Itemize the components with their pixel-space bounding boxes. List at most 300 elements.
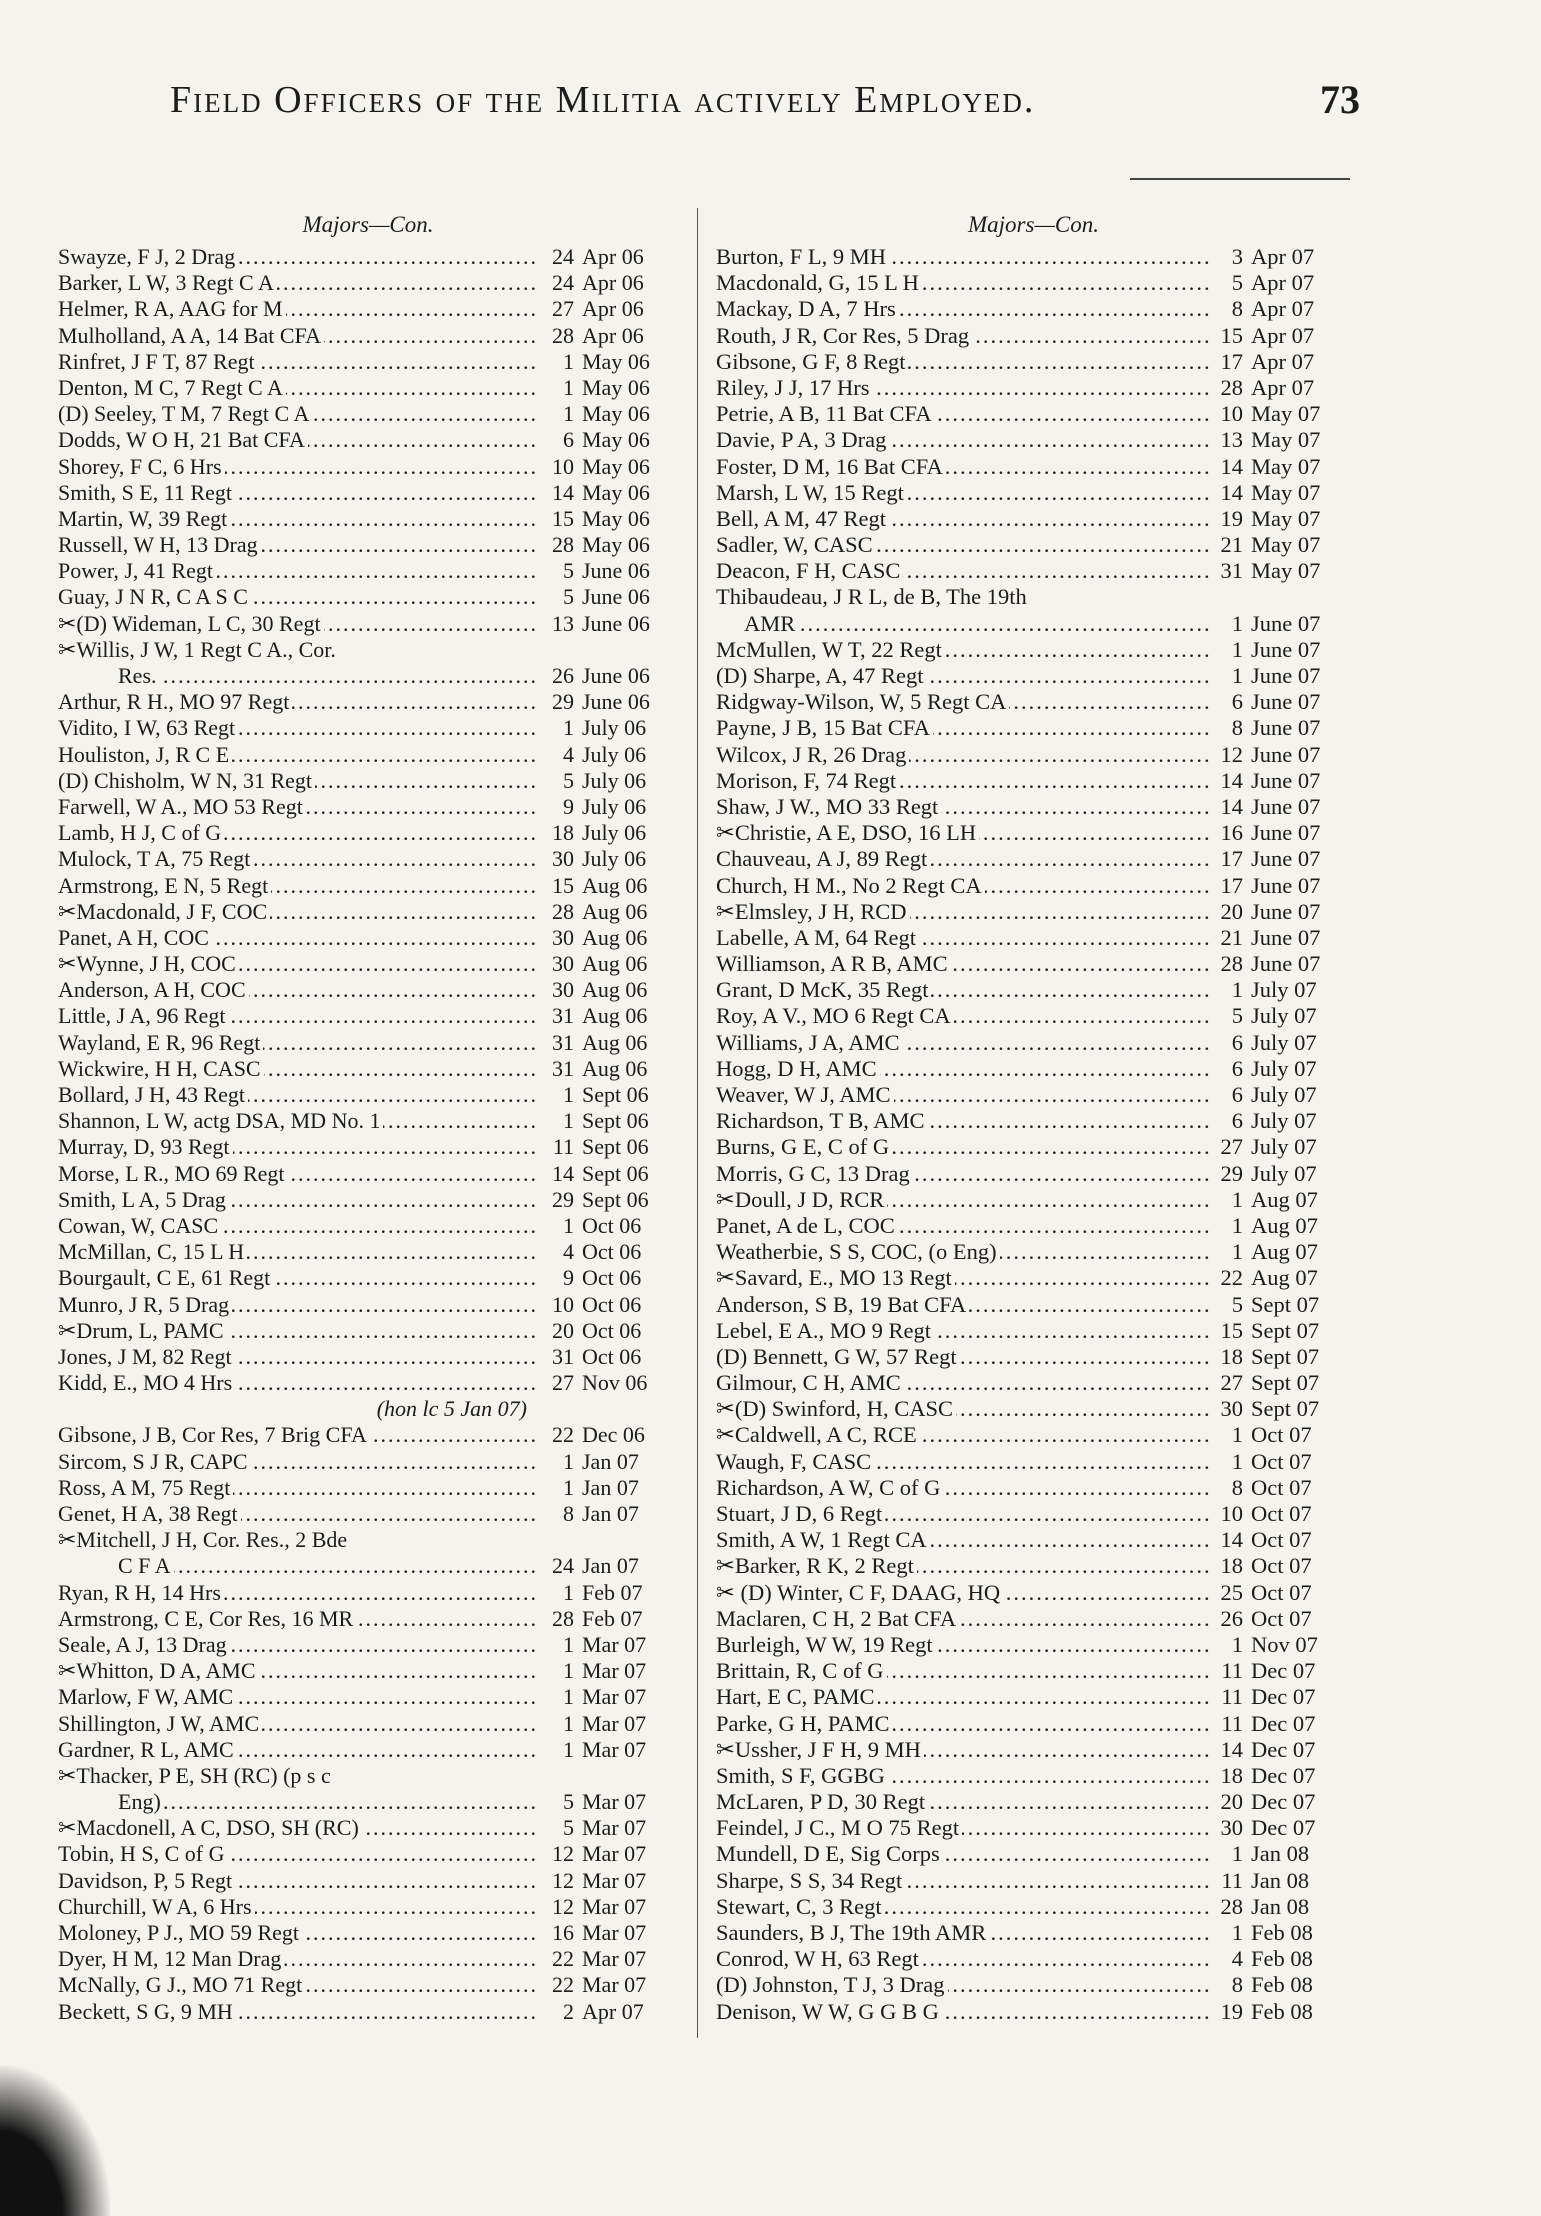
officer-name-text: Gardner, R L, AMC xyxy=(58,1737,237,1762)
appointment-day: 24 xyxy=(552,270,574,296)
officer-name-text: (hon lc 5 Jan 07) xyxy=(377,1396,530,1421)
officer-name-text: Marsh, L W, 15 Regt xyxy=(716,480,907,505)
appointment-date: Oct 07 xyxy=(1251,1527,1312,1553)
appointment-date: Mar 07 xyxy=(582,1815,647,1841)
appointment-date: Aug 07 xyxy=(1251,1212,1318,1238)
appointment-date: May 07 xyxy=(1251,532,1321,558)
officer-name xyxy=(58,1082,536,1108)
officer-name-text: Saunders, B J, The 19th AMR xyxy=(716,1920,989,1945)
officer-name-text: Shillington, J W, AMC xyxy=(58,1711,262,1736)
appointment-date: Aug 06 xyxy=(582,872,648,898)
officer-name xyxy=(716,1711,1211,1737)
appointment-date: Oct 07 xyxy=(1251,1448,1312,1474)
officer-name-text: McLaren, P D, 30 Regt xyxy=(716,1789,928,1814)
officer-name xyxy=(716,1737,1211,1763)
appointment-day: 29 xyxy=(552,1186,574,1212)
list-item xyxy=(716,532,1351,558)
appointment-day: 15 xyxy=(1220,322,1243,348)
officer-name-text: Wilcox, J R, 26 Drag xyxy=(716,742,909,767)
officer-name xyxy=(716,270,1211,296)
appointment-date: July 06 xyxy=(582,820,647,846)
officer-name-text: Mundell, D E, Sig Corps xyxy=(716,1841,943,1866)
officer-name-text: Jones, J M, 82 Regt xyxy=(58,1344,235,1369)
appointment-day: 6 xyxy=(1231,1082,1243,1107)
officer-name xyxy=(716,1527,1211,1553)
appointment-date: May 06 xyxy=(582,401,650,427)
officer-name xyxy=(716,1920,1211,1946)
appointment-date: July 07 xyxy=(1251,1108,1317,1134)
officer-name-text: Thibaudeau, J R L, de B, The 19th xyxy=(716,584,1030,609)
officer-name-text: Gibsone, G F, 8 Regt xyxy=(716,349,908,374)
officer-name-text: Foster, D M, 16 Bat CFA xyxy=(716,454,946,479)
officer-name-text: ✂(D) Wideman, L C, 30 Regt xyxy=(58,611,324,636)
list-item xyxy=(58,794,678,820)
list-item xyxy=(58,1737,678,1763)
appointment-date: Apr 06 xyxy=(582,270,644,296)
appointment-day: 1 xyxy=(1231,1448,1243,1474)
officer-name xyxy=(58,1003,536,1029)
appointment-date: May 06 xyxy=(582,374,650,400)
officer-name-text: Armstrong, E N, 5 Regt xyxy=(58,873,271,898)
appointment-date: June 07 xyxy=(1251,663,1321,688)
appointment-day: 18 xyxy=(1220,1343,1243,1369)
list-item xyxy=(58,558,678,584)
officer-name xyxy=(716,1999,1211,2025)
appointment-date: May 06 xyxy=(582,479,650,505)
officer-name xyxy=(58,1187,536,1213)
appointment-day: 19 xyxy=(1220,1998,1243,2024)
appointment-date: Aug 06 xyxy=(582,924,648,950)
officer-name-text: Stewart, C, 3 Regt xyxy=(716,1894,885,1919)
officer-name-text: Bollard, J H, 43 Regt xyxy=(58,1082,248,1107)
appointment-day: 29 xyxy=(1220,1160,1243,1186)
officer-name xyxy=(58,1606,536,1632)
appointment-day: 30 xyxy=(552,924,574,950)
officer-name-text: McNally, G J., MO 71 Regt xyxy=(58,1972,305,1997)
officer-name-text: Sadler, W, CASC xyxy=(716,532,876,557)
right-entry-list xyxy=(716,244,1351,2025)
appointment-date: Dec 07 xyxy=(1251,1658,1316,1684)
officer-name xyxy=(58,401,536,427)
list-item xyxy=(58,1108,678,1134)
appointment-date: May 06 xyxy=(582,532,650,558)
appointment-date: Sept 07 xyxy=(1251,1370,1320,1396)
appointment-date: June 07 xyxy=(1251,793,1321,819)
list-item xyxy=(58,1684,678,1710)
officer-name-text: Moloney, P J., MO 59 Regt xyxy=(58,1920,302,1945)
list-item xyxy=(58,1422,678,1448)
appointment-day: 1 xyxy=(1231,977,1243,1003)
officer-name xyxy=(716,401,1211,427)
appointment-date: July 06 xyxy=(582,741,647,767)
appointment-day: 1 xyxy=(563,1684,574,1710)
appointment-day: 12 xyxy=(552,1867,574,1893)
officer-name-text: Shaw, J W., MO 33 Regt xyxy=(716,794,941,819)
officer-name xyxy=(58,1449,536,1475)
appointment-day: 1 xyxy=(563,1448,574,1474)
list-item xyxy=(58,715,678,741)
appointment-day: 1 xyxy=(563,1710,574,1736)
officer-name xyxy=(716,1108,1211,1134)
appointment-day: 3 xyxy=(1231,244,1243,269)
officer-name-text: ✂Christie, A E, DSO, 16 LH xyxy=(716,820,979,845)
officer-name-text: (D) Bennett, G W, 57 Regt xyxy=(716,1344,960,1369)
list-item xyxy=(716,558,1351,584)
officer-name-text: Vidito, I W, 63 Regt xyxy=(58,715,238,740)
list-item xyxy=(716,637,1351,663)
officer-name-text: Sharpe, S S, 34 Regt xyxy=(716,1868,905,1893)
list-item xyxy=(716,925,1351,951)
list-item xyxy=(716,1868,1351,1894)
appointment-date: May 06 xyxy=(582,427,650,453)
appointment-day: 13 xyxy=(552,610,574,636)
officer-name xyxy=(58,873,536,899)
list-item xyxy=(716,663,1351,689)
appointment-date: May 07 xyxy=(1251,453,1321,479)
appointment-day: 14 xyxy=(552,1160,574,1186)
appointment-day: 31 xyxy=(552,1029,574,1055)
officer-name-text: ✂Doull, J D, RCR xyxy=(716,1187,887,1212)
appointment-day: 30 xyxy=(552,951,574,977)
list-item xyxy=(716,244,1351,270)
officer-name xyxy=(716,1684,1211,1710)
appointment-day: 1 xyxy=(563,1579,574,1605)
appointment-date: July 07 xyxy=(1251,1003,1317,1029)
appointment-day: 5 xyxy=(1231,270,1243,296)
list-item xyxy=(58,1920,678,1946)
appointment-date: Mar 07 xyxy=(582,1631,647,1657)
appointment-date: Jan 07 xyxy=(582,1448,639,1474)
officer-name-text: Eng) xyxy=(58,1789,164,1814)
officer-name-text: Munro, J R, 5 Drag xyxy=(58,1292,232,1317)
officer-name-text: Hogg, D H, AMC xyxy=(716,1056,880,1081)
officer-name-text: Weatherbie, S S, COC, (o Eng) xyxy=(716,1239,1000,1264)
appointment-day: 18 xyxy=(1220,1553,1243,1579)
appointment-date: Nov 07 xyxy=(1251,1631,1318,1657)
list-item xyxy=(58,296,678,322)
officer-name-text: Maclaren, C H, 2 Bat CFA xyxy=(716,1606,959,1631)
appointment-date: Mar 07 xyxy=(582,1867,647,1893)
list-item xyxy=(58,873,678,899)
list-item xyxy=(58,1213,678,1239)
list-item xyxy=(716,1265,1351,1291)
list-item xyxy=(58,742,678,768)
list-item xyxy=(58,1030,678,1056)
officer-name-text: Morison, F, 74 Regt xyxy=(716,768,899,793)
officer-name xyxy=(716,1134,1211,1160)
appointment-day: 17 xyxy=(1220,348,1243,374)
list-item xyxy=(716,349,1351,375)
officer-name xyxy=(716,506,1211,532)
list-item xyxy=(716,1134,1351,1160)
appointment-date: Aug 06 xyxy=(582,1003,648,1029)
officer-name xyxy=(716,480,1211,506)
appointment-day: 16 xyxy=(552,1920,574,1945)
appointment-day: 25 xyxy=(1220,1579,1243,1605)
officer-name xyxy=(716,1815,1211,1841)
list-item xyxy=(716,1658,1351,1684)
officer-name xyxy=(716,1972,1211,1998)
officer-name-text: Ross, A M, 75 Regt xyxy=(58,1475,233,1500)
officer-name-text: Waugh, F, CASC xyxy=(716,1449,874,1474)
appointment-day: 28 xyxy=(552,532,574,558)
officer-name-text: Martin, W, 39 Regt xyxy=(58,506,230,531)
officer-name-text: Lamb, H J, C of G xyxy=(58,820,224,845)
appointment-day: 27 xyxy=(552,296,574,322)
list-item xyxy=(716,873,1351,899)
officer-name-text: Brittain, R, C of G xyxy=(716,1658,887,1683)
officer-name-text: Richardson, T B, AMC xyxy=(716,1108,928,1133)
appointment-date: June 07 xyxy=(1251,820,1321,846)
officer-name-text: Conrod, W H, 63 Regt xyxy=(716,1946,922,1971)
appointment-day: 28 xyxy=(552,898,574,924)
officer-name xyxy=(716,1606,1211,1632)
appointment-day: 4 xyxy=(563,1239,574,1265)
appointment-date: June 07 xyxy=(1251,872,1321,898)
officer-name xyxy=(716,977,1211,1003)
appointment-date: Sept 07 xyxy=(1251,1317,1320,1343)
list-item xyxy=(58,1449,678,1475)
appointment-date: Oct 07 xyxy=(1251,1474,1312,1500)
list-item xyxy=(716,1946,1351,1972)
appointment-day: 1 xyxy=(1231,1841,1243,1867)
list-item xyxy=(58,1475,678,1501)
officer-name-text: Lebel, E A., MO 9 Regt xyxy=(716,1318,934,1343)
appointment-date: June 07 xyxy=(1251,741,1321,767)
appointment-date: Feb 07 xyxy=(582,1605,643,1631)
appointment-day: 1 xyxy=(563,1108,574,1134)
officer-name-text: Deacon, F H, CASC xyxy=(716,558,903,583)
appointment-date: Jan 07 xyxy=(582,1553,639,1579)
officer-name-text: Hart, E C, PAMC xyxy=(716,1684,878,1709)
appointment-day: 24 xyxy=(552,244,574,269)
appointment-day: 22 xyxy=(552,1946,574,1972)
officer-name-text: ✂Macdonald, J F, COC xyxy=(58,899,270,924)
officer-name xyxy=(58,1501,536,1527)
appointment-date: June 07 xyxy=(1251,898,1321,924)
officer-name xyxy=(58,1841,536,1867)
list-item xyxy=(58,480,678,506)
officer-name-text: Bourgault, C E, 61 Regt xyxy=(58,1265,273,1290)
appointment-date: Oct 07 xyxy=(1251,1605,1312,1631)
officer-name xyxy=(716,794,1211,820)
appointment-date: Oct 06 xyxy=(582,1265,642,1291)
officer-name-text: Dyer, H M, 12 Man Drag xyxy=(58,1946,284,1971)
list-item xyxy=(58,689,678,715)
officer-name-text: Genet, H A, 38 Regt xyxy=(58,1501,241,1526)
appointment-day: 14 xyxy=(552,479,574,505)
list-item xyxy=(716,1187,1351,1213)
officer-name xyxy=(58,480,536,506)
officer-name xyxy=(58,820,536,846)
officer-name xyxy=(58,558,536,584)
appointment-day: 1 xyxy=(563,1658,574,1684)
list-item xyxy=(716,689,1351,715)
officer-name xyxy=(716,1632,1211,1658)
officer-name-text: McMillan, C, 15 L H xyxy=(58,1239,247,1264)
officer-name xyxy=(716,820,1211,846)
list-item xyxy=(58,1946,678,1972)
officer-name xyxy=(58,1422,536,1448)
officer-name-text: Wickwire, H H, CASC xyxy=(58,1056,264,1081)
officer-name-text: Riley, J J, 17 Hrs xyxy=(716,375,873,400)
appointment-date: Dec 07 xyxy=(1251,1762,1316,1788)
officer-name xyxy=(58,506,536,532)
list-item xyxy=(716,1894,1351,1920)
appointment-day: 1 xyxy=(1231,1920,1243,1945)
officer-name xyxy=(58,584,536,610)
officer-name xyxy=(58,1553,536,1579)
appointment-date: Mar 07 xyxy=(582,1946,647,1972)
officer-name-text: Chauveau, A J, 89 Regt xyxy=(716,846,930,871)
officer-name xyxy=(716,1056,1211,1082)
appointment-day: 28 xyxy=(1220,951,1243,977)
officer-name xyxy=(716,296,1211,322)
list-item xyxy=(58,768,678,794)
list-item xyxy=(58,951,678,977)
appointment-day: 11 xyxy=(1221,1684,1243,1710)
list-item xyxy=(716,1999,1351,2025)
officer-name-text: ✂Savard, E., MO 13 Regt xyxy=(716,1265,955,1290)
appointment-day: 6 xyxy=(563,427,574,453)
appointment-date: Jan 07 xyxy=(582,1474,639,1500)
appointment-day: 11 xyxy=(1221,1710,1243,1736)
appointment-date: Aug 06 xyxy=(582,951,648,977)
appointment-date: Mar 07 xyxy=(582,1710,647,1736)
officer-name-text: Burleigh, W W, 19 Regt xyxy=(716,1632,936,1657)
appointment-date: Sept 06 xyxy=(582,1186,649,1212)
appointment-date: May 07 xyxy=(1251,479,1321,505)
appointment-day: 5 xyxy=(563,767,574,793)
officer-name xyxy=(58,1344,536,1370)
officer-name-text: Panet, A de L, COC xyxy=(716,1213,898,1238)
officer-name-text: Power, J, 41 Regt xyxy=(58,558,216,583)
appointment-date: May 07 xyxy=(1251,427,1321,453)
officer-name xyxy=(716,454,1211,480)
officer-name xyxy=(716,1658,1211,1684)
appointment-date: June 06 xyxy=(582,663,650,688)
appointment-day: 15 xyxy=(552,872,574,898)
officer-name-text: ✂Drum, L, PAMC xyxy=(58,1318,227,1343)
officer-name xyxy=(58,427,536,453)
officer-name xyxy=(716,689,1211,715)
appointment-day: 4 xyxy=(1231,1946,1243,1972)
appointment-day: 10 xyxy=(552,453,574,479)
list-item xyxy=(58,1658,678,1684)
appointment-day: 9 xyxy=(563,793,574,819)
appointment-day: 13 xyxy=(1220,427,1243,453)
appointment-date: Oct 06 xyxy=(582,1212,642,1238)
right-column xyxy=(716,210,1351,2025)
list-item xyxy=(58,323,678,349)
appointment-date: Sept 07 xyxy=(1251,1343,1320,1369)
officer-name xyxy=(58,1632,536,1658)
appointment-date: May 06 xyxy=(582,348,650,374)
appointment-day: 14 xyxy=(1220,767,1243,793)
officer-name-text: Churchill, W A, 6 Hrs xyxy=(58,1894,255,1919)
officer-name xyxy=(58,1108,536,1134)
appointment-date: Dec 07 xyxy=(1251,1789,1316,1815)
appointment-date: Jan 08 xyxy=(1251,1893,1310,1919)
list-item xyxy=(58,1894,678,1920)
officer-name-text: Roy, A V., MO 6 Regt CA xyxy=(716,1003,954,1028)
officer-name xyxy=(716,663,1211,689)
appointment-date: Oct 06 xyxy=(582,1291,642,1317)
officer-name-text: Armstrong, C E, Cor Res, 16 MR xyxy=(58,1606,356,1631)
appointment-date: Apr 07 xyxy=(1251,296,1315,322)
list-item xyxy=(58,1056,678,1082)
officer-name-text: Seale, A J, 13 Drag xyxy=(58,1632,230,1657)
list-item xyxy=(716,1318,1351,1344)
officer-name xyxy=(58,689,536,715)
list-item xyxy=(58,1841,678,1867)
officer-name xyxy=(716,1475,1211,1501)
list-item xyxy=(716,1684,1351,1710)
list-item xyxy=(58,270,678,296)
officer-name-text: Beckett, S G, 9 MH xyxy=(58,1999,236,2024)
officer-name xyxy=(716,1161,1211,1187)
list-item xyxy=(716,951,1351,977)
appointment-day: 1 xyxy=(1231,1422,1243,1448)
appointment-date: July 06 xyxy=(582,846,647,872)
list-item xyxy=(716,401,1351,427)
officer-name xyxy=(716,715,1211,741)
officer-name xyxy=(716,584,1211,610)
appointment-date: Aug 07 xyxy=(1251,1239,1318,1265)
officer-name-text: Burton, F L, 9 MH xyxy=(716,244,889,269)
officer-name-text: McMullen, W T, 22 Regt xyxy=(716,637,945,662)
officer-name-text: Mulock, T A, 75 Regt xyxy=(58,846,253,871)
appointment-day: 1 xyxy=(1231,1186,1243,1212)
officer-name-text: Smith, A W, 1 Regt CA xyxy=(716,1527,930,1552)
list-item xyxy=(716,768,1351,794)
list-item xyxy=(58,375,678,401)
appointment-day: 22 xyxy=(552,1972,574,1998)
officer-name xyxy=(716,1030,1211,1056)
officer-name xyxy=(716,1344,1211,1370)
appointment-day: 28 xyxy=(552,1605,574,1631)
appointment-date: Dec 07 xyxy=(1251,1710,1316,1736)
officer-name-text: (D) Chisholm, W N, 31 Regt xyxy=(58,768,315,793)
officer-name-text: Ryan, R H, 14 Hrs xyxy=(58,1580,224,1605)
appointment-day: 5 xyxy=(563,1815,574,1841)
list-item xyxy=(58,820,678,846)
officer-name xyxy=(58,1370,536,1396)
officer-name-text: ✂Ussher, J F H, 9 MH xyxy=(716,1737,924,1762)
appointment-date: Sept 06 xyxy=(582,1082,649,1107)
appointment-date: Dec 07 xyxy=(1251,1684,1316,1710)
officer-name-text: Rinfret, J F T, 87 Regt xyxy=(58,349,258,374)
appointment-date: Sept 07 xyxy=(1251,1396,1320,1422)
officer-name-text: Denton, M C, 7 Regt C A xyxy=(58,375,286,400)
officer-name xyxy=(716,1292,1211,1318)
officer-name xyxy=(58,1737,536,1763)
appointment-date: Aug 07 xyxy=(1251,1265,1318,1291)
list-item xyxy=(58,401,678,427)
appointment-date: Apr 06 xyxy=(582,296,644,322)
list-item xyxy=(58,977,678,1003)
officer-name xyxy=(716,768,1211,794)
appointment-date: June 06 xyxy=(582,584,650,610)
appointment-day: 1 xyxy=(1231,1239,1243,1265)
appointment-day: 6 xyxy=(1231,1029,1243,1055)
officer-name-text: C F A xyxy=(58,1553,174,1578)
list-item xyxy=(716,1344,1351,1370)
list-item xyxy=(58,846,678,872)
appointment-day: 6 xyxy=(1231,1055,1243,1081)
appointment-day: 18 xyxy=(1220,1762,1243,1788)
appointment-date: Mar 07 xyxy=(582,1920,647,1945)
